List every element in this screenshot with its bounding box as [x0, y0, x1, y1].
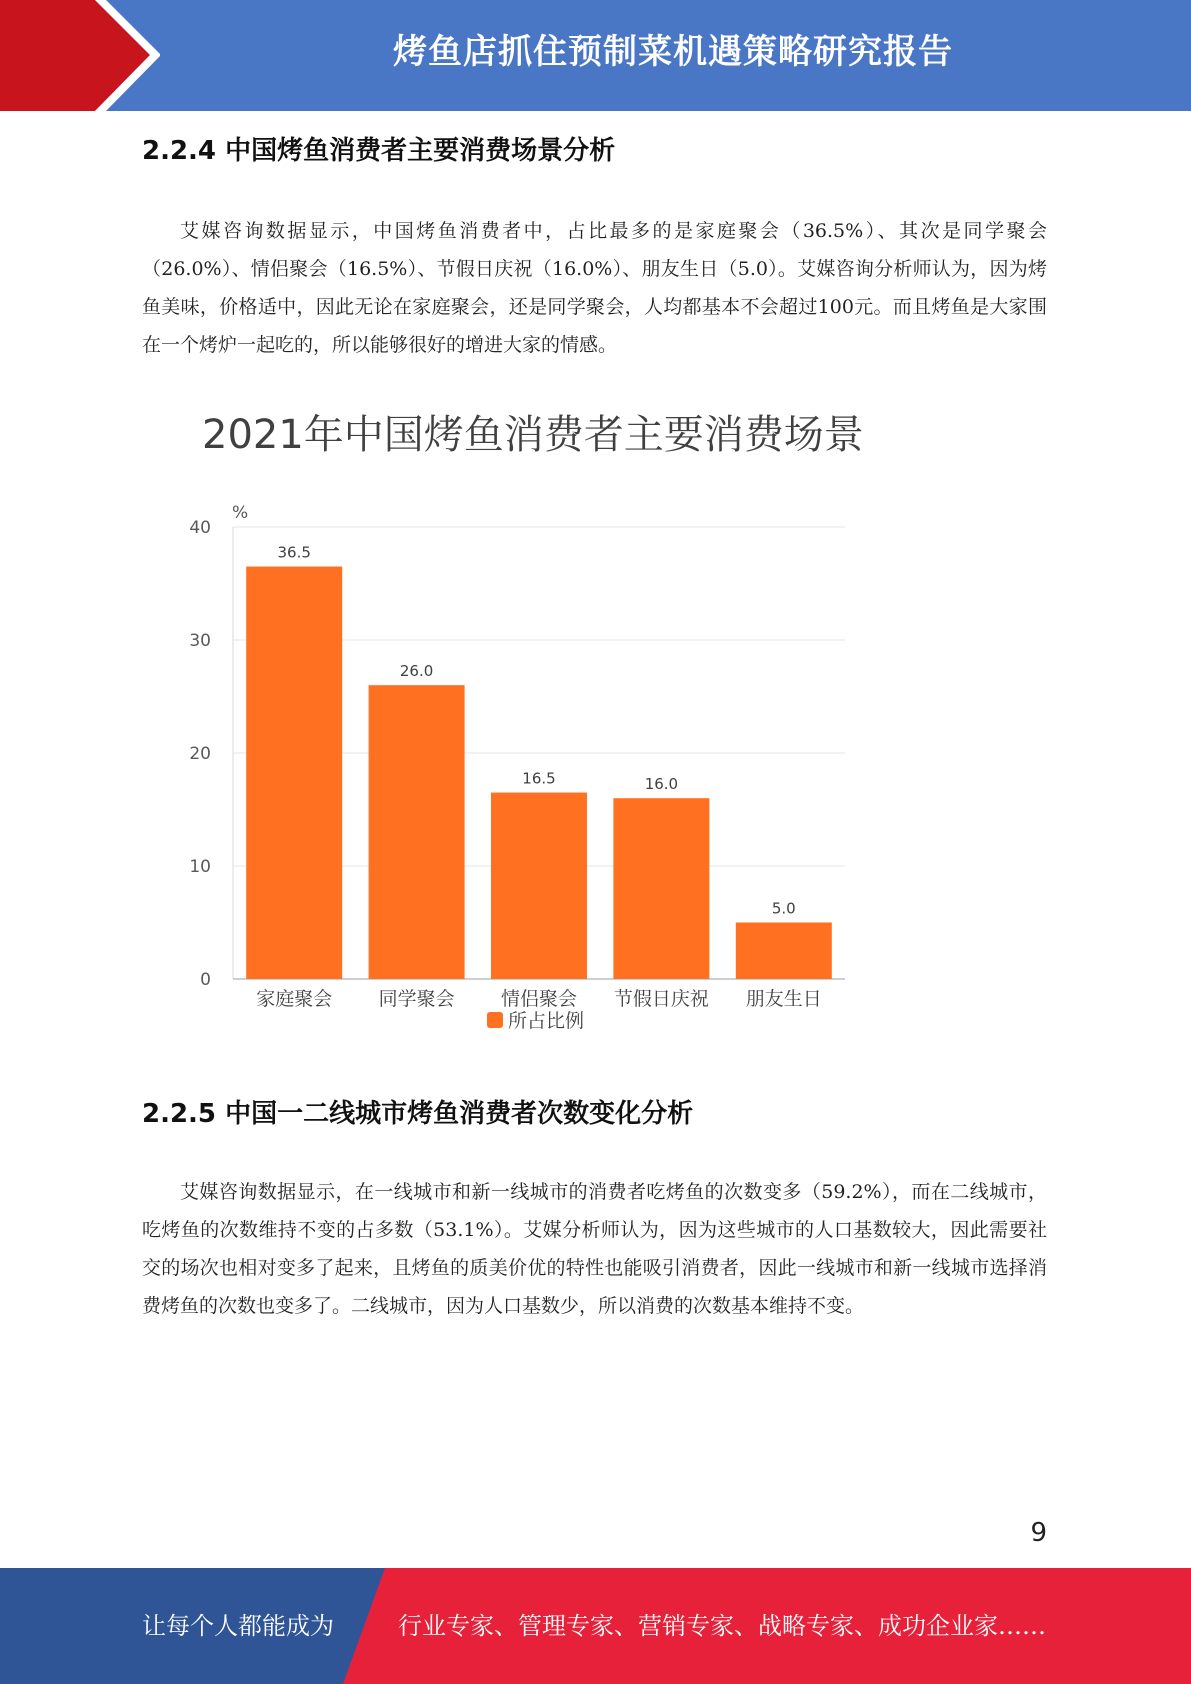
x-tick-label: 朋友生日: [745, 988, 822, 1010]
data-label: 16.5: [522, 769, 556, 788]
y-tick-label: 20: [189, 744, 211, 764]
data-label: 26.0: [399, 662, 434, 681]
footer-slogan-left: 让每个人都能成为: [142, 1612, 334, 1640]
legend-label: 所占比例: [508, 1010, 585, 1032]
bar: [246, 567, 342, 979]
footer-banner: [0, 1568, 1191, 1684]
page-number: 9: [1030, 1518, 1047, 1548]
y-tick-label: 0: [200, 970, 211, 990]
section-heading-city-frequency: 2.2.5 中国一二线城市烤鱼消费者次数变化分析: [142, 1099, 694, 1129]
data-label: 5.0: [771, 899, 796, 918]
y-tick-label: 40: [189, 518, 211, 538]
x-tick-label: 同学聚会: [378, 988, 455, 1010]
data-label: 16.0: [644, 775, 679, 794]
bar: [491, 793, 587, 979]
x-tick-label: 家庭聚会: [256, 988, 333, 1010]
bar: [736, 923, 832, 980]
x-tick-label: 情侣聚会: [500, 988, 578, 1010]
footer-slogan-right: 行业专家、管理专家、营销专家、战略专家、成功企业家……: [398, 1612, 1046, 1640]
y-tick-label: 10: [189, 857, 211, 877]
header-banner: [0, 0, 1191, 111]
header-red-chevron: [0, 0, 150, 111]
report-title: 烤鱼店抓住预制菜机遇策略研究报告: [393, 32, 953, 72]
section-paragraph-city-frequency: 艾媒咨询数据显示，在一线城市和新一线城市的消费者吃烤鱼的次数变多（59.2%），而在二线城市，吃烤鱼的次数维持不变的占多数（53.1%）。艾媒分析师认为，因为这些城市的人口基数较大，因此需要社交的场次也相对变多了起来，且烤鱼的质美价优的特性也能吸引消费者，因此一线城市和新一线城市选择消费烤鱼的次数也变多了。二线城市，因为人口基数少，所以消费的次数基本维持不变。: [142, 1181, 1047, 1317]
bar-chart: [185, 395, 885, 1055]
section-heading-consumption-scenes: 2.2.4 中国烤鱼消费者主要消费场景分析: [142, 136, 616, 166]
chart-title: 2021年中国烤鱼消费者主要消费场景: [202, 412, 864, 458]
y-tick-label: 30: [189, 631, 211, 651]
section-paragraph-consumption-scenes: 艾媒咨询数据显示，中国烤鱼消费者中，占比最多的是家庭聚会（36.5%）、其次是同学聚会（26.0%）、情侣聚会（16.5%）、节假日庆祝（16.0%）、朋友生日（5.0）。艾媒咨询分析师认为，因为烤鱼美味，价格适中，因此无论在家庭聚会，还是同学聚会，人均都基本不会超过100元。而且烤鱼是大家围在一个烤炉一起吃的，所以能够很好的增进大家的情感。: [142, 220, 1047, 356]
data-label: 36.5: [277, 543, 311, 562]
bar: [369, 685, 465, 979]
legend-swatch: [487, 1012, 503, 1028]
y-axis-unit-label: %: [232, 503, 249, 523]
bar: [613, 798, 709, 979]
header-arrow-decoration: [0, 0, 160, 111]
x-tick-label: 节假日庆祝: [613, 988, 709, 1010]
chart-canvas: [185, 395, 885, 1055]
